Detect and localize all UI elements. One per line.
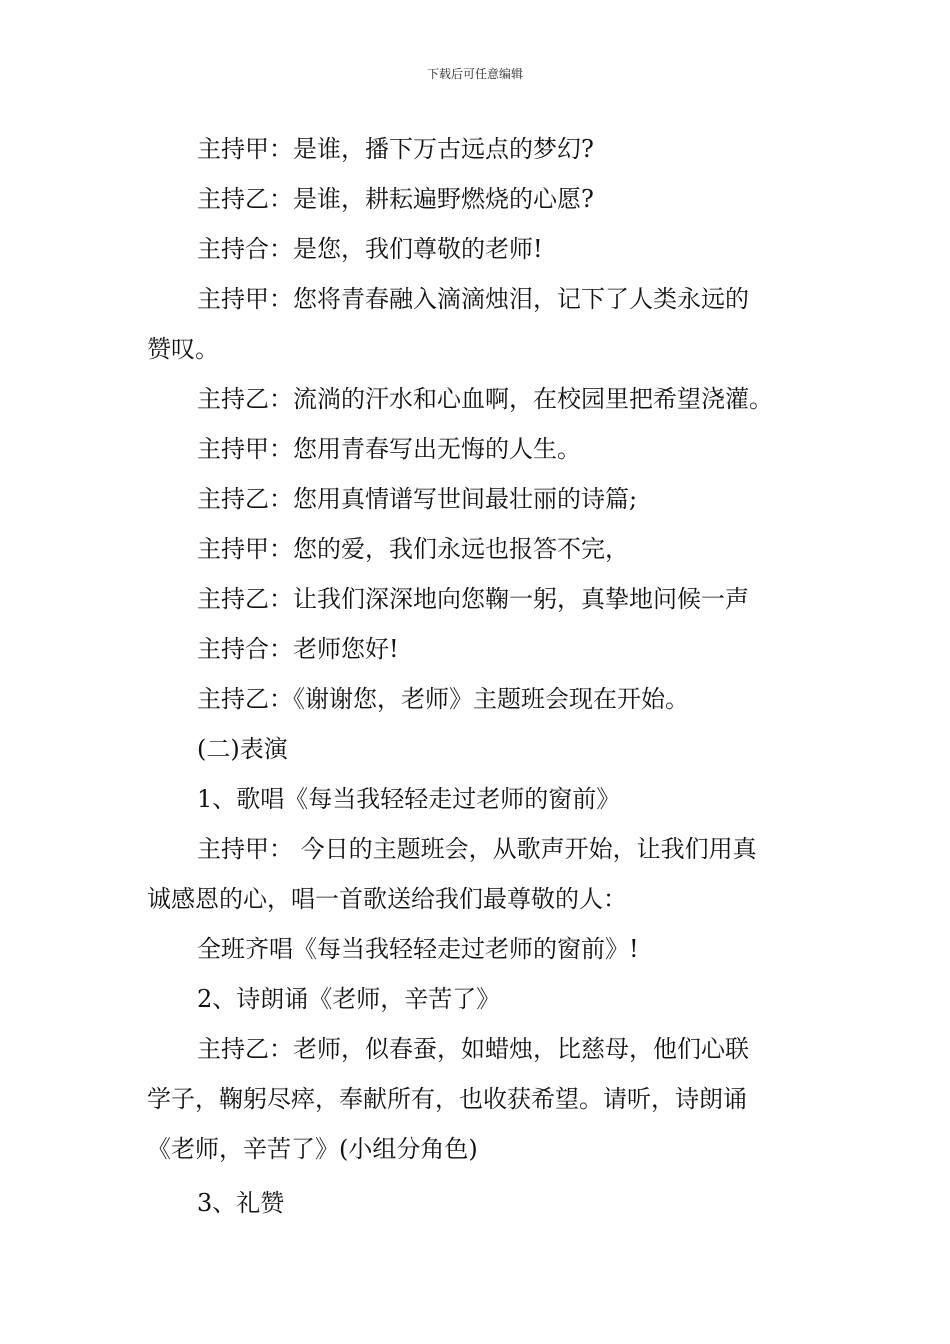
paragraph-line: 主持合：老师您好! <box>197 635 399 663</box>
item-heading: 1、歌唱《每当我轻轻走过老师的窗前》 <box>197 785 621 813</box>
paragraph-line: 主持乙：您用真情谱写世间最壮丽的诗篇; <box>197 485 638 513</box>
paragraph-line: 全班齐唱《每当我轻轻走过老师的窗前》! <box>197 935 639 963</box>
paragraph-continuation: 赞叹。 <box>147 335 219 363</box>
paragraph-line: 主持甲：您将青春融入滴滴烛泪，记下了人类永远的 <box>197 285 749 313</box>
document-body <box>147 124 807 1228</box>
paragraph-line: 主持乙：是谁，耕耘遍野燃烧的心愿? <box>197 185 594 213</box>
paragraph-line: 主持甲：您的爱，我们永远也报答不完， <box>197 535 629 563</box>
paragraph-line: 主持甲：是谁，播下万古远点的梦幻? <box>197 135 594 163</box>
paragraph-continuation: 学子，鞠躬尽瘁，奉献所有，也收获希望。请听，诗朗诵 <box>147 1085 747 1113</box>
paragraph-line: 主持乙：让我们深深地向您鞠一躬，真挚地问候一声 <box>197 585 749 613</box>
paragraph-continuation: 诚感恩的心，唱一首歌送给我们最尊敬的人： <box>147 885 627 913</box>
paragraph-continuation: 《老师，辛苦了》(小组分角色) <box>147 1135 478 1163</box>
paragraph-line: 主持合：是您，我们尊敬的老师! <box>197 235 543 263</box>
section-heading: (二)表演 <box>197 735 288 763</box>
paragraph-line: 主持乙：流淌的汗水和心血啊，在校园里把希望浇灌。 <box>197 385 773 413</box>
paragraph-line: 主持甲： 今日的主题班会，从歌声开始，让我们用真 <box>197 835 757 863</box>
paragraph-line: 主持乙：老师，似春蚕，如蜡烛，比慈母，他们心联 <box>197 1035 749 1063</box>
paragraph-line: 主持甲：您用青春写出无悔的人生。 <box>197 435 581 463</box>
item-heading: 2、诗朗诵《老师，辛苦了》 <box>197 985 501 1013</box>
page-header: 下载后可任意编辑 <box>426 67 523 81</box>
item-heading: 3、礼赞 <box>197 1189 285 1217</box>
paragraph-line: 主持乙：《谢谢您，老师》主题班会现在开始。 <box>197 685 689 713</box>
